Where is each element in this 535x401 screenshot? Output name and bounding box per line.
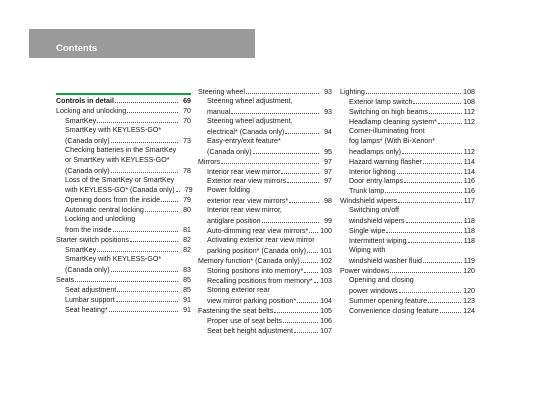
toc-entry-text: Fastening the seat belts [198,306,274,315]
toc-entry-text: fog lamps* (With Bi-Xenon* [349,136,435,145]
dot-leader [398,196,462,203]
dot-leader [408,236,462,243]
toc-subentry[interactable] [56,255,191,265]
toc-page-number: 78 [183,166,191,175]
toc-page-number: 114 [463,157,475,166]
toc-subentry[interactable] [198,186,332,196]
toc-entry-text: SmartKey [65,246,97,255]
dot-leader [175,176,179,182]
toc-entry-text: Headlamp cleaning system* [349,117,437,126]
toc-subentry[interactable] [198,137,332,147]
toc-subentry[interactable] [198,206,332,216]
dot-leader [309,226,318,233]
toc-entry-text: Convenience closing feature [349,306,439,315]
dot-leader [117,285,178,292]
toc-subentry[interactable] [340,286,475,296]
dot-leader [285,127,319,134]
toc-page-number: 81 [183,226,191,235]
toc-entry-text: Power windows [340,266,390,275]
toc-column-2 [198,87,332,335]
toc-subentry[interactable] [198,286,332,296]
dot-leader [423,256,462,263]
toc-subentry[interactable] [56,205,191,215]
dot-leader [97,116,178,123]
toc-entry-text: Intermittent wiping [349,237,407,246]
toc-page-number: 120 [463,286,475,295]
toc-page-number: 118 [463,217,475,226]
toc-entry-text: Opening doors from the inside [65,196,161,205]
toc-subentry[interactable] [340,256,475,266]
toc-page-number: 83 [183,265,191,274]
toc-subentry[interactable] [198,147,332,157]
dot-leader [162,126,178,132]
toc-subentry[interactable] [56,225,191,235]
toc-entry-text: headlamps only) [349,147,402,156]
toc-entry-text: Memory function* (Canada only) [198,256,300,265]
toc-page-number: 112 [463,117,475,126]
toc-section-entry[interactable] [56,275,191,285]
toc-subentry[interactable] [198,127,332,137]
toc-page-number: 108 [463,88,475,96]
dot-leader [271,286,319,292]
dot-leader [304,266,318,273]
toc-entry-text: Exterior lamp switch [349,97,413,106]
toc-entry-text: view mirror parking position* [207,296,297,305]
toc-section-entry[interactable] [340,196,475,206]
dot-leader [400,206,462,212]
toc-page-number: 99 [324,217,332,226]
toc-entry-text: Windshield wipers [340,197,398,206]
toc-entry-text: Locking and unlocking [65,215,136,224]
toc-entry-text: from the inside [65,226,112,235]
toc-page-number: 112 [463,147,475,156]
toc-entry-text: Storing exterior rear [207,285,270,294]
toc-subentry[interactable] [340,306,475,316]
toc-subentry[interactable] [56,176,191,186]
toc-subentry[interactable] [56,166,191,176]
dot-leader [301,256,318,263]
toc-section-entry[interactable] [198,87,332,97]
toc-page-number: 119 [463,256,475,265]
toc-page-number: 108 [463,97,475,106]
dot-leader [231,107,319,114]
dot-leader [423,157,462,164]
toc-subentry[interactable] [340,186,475,196]
page-title: Contents [56,43,98,54]
toc-page-number: 116 [463,187,475,196]
dot-leader [221,157,319,164]
section-rule [56,93,191,95]
toc-subentry[interactable] [198,226,332,236]
dot-leader [177,146,181,152]
toc-entry-text: Easy-entry/exit feature* [207,136,281,145]
toc-column-3 [340,87,475,316]
toc-subentry[interactable] [340,157,475,167]
dot-leader [111,136,178,143]
dot-leader [111,166,178,173]
toc-entry-text: Power folding [207,186,250,195]
dot-leader [429,107,462,114]
toc-entry-text: windshield washer fluid [349,256,422,265]
toc-entry-text: Seats [56,275,75,284]
toc-page-number: 101 [320,247,332,255]
dot-leader [246,87,319,94]
toc-subentry[interactable] [340,137,475,147]
toc-entry-text: Mirrors [198,157,221,166]
toc-page-number: 95 [324,147,332,156]
toc-subentry[interactable] [198,176,332,186]
toc-subentry[interactable] [198,196,332,206]
toc-entry-text: (Canada only) [65,136,110,145]
toc-entry-text: Storing positions into memory* [207,266,304,275]
toc-entry-text: Trunk lamp [349,187,385,196]
dot-leader [75,275,178,282]
toc-subentry[interactable] [198,167,332,177]
dot-leader [274,306,318,313]
toc-page-number: 106 [320,316,332,325]
toc-page-number: 85 [183,285,191,294]
toc-entry-text: Single wipe [349,227,386,236]
toc-subentry[interactable] [198,216,332,226]
dot-leader [426,127,462,133]
dot-leader [162,255,178,261]
toc-page-number: 85 [183,275,191,284]
toc-subentry[interactable] [56,116,191,126]
dot-leader [390,266,461,273]
toc-page-number: 82 [183,236,191,245]
dot-leader [283,206,319,212]
toc-subentry[interactable] [340,127,475,137]
toc-subentry[interactable] [56,146,191,156]
dot-leader [145,205,178,212]
toc-page-number: 118 [463,227,475,236]
toc-subentry[interactable] [340,147,475,157]
dot-leader [307,246,318,253]
dot-leader [440,306,462,313]
toc-page-number: 123 [463,296,475,305]
toc-entry-text: Seat heating* [65,305,108,314]
toc-page-number: 116 [463,177,475,186]
toc-subentry[interactable] [340,117,475,127]
toc-section-entry[interactable] [340,87,475,97]
toc-entry-text: Controls in detail [56,97,114,105]
toc-entry-text: Switching on high beams [349,107,428,116]
toc-entry-text: Recalling positions from memory* [207,276,313,285]
dot-leader [130,235,178,242]
toc-subentry[interactable] [340,276,475,286]
toc-page-number: 124 [463,306,475,315]
contents-header-bar [29,29,255,58]
toc-subentry[interactable] [340,226,475,236]
toc-subentry[interactable] [56,136,191,146]
toc-subentry[interactable] [56,265,191,275]
toc-subentry[interactable] [198,246,332,256]
toc-page-number: 103 [320,266,332,275]
toc-page-number: 73 [183,136,191,145]
toc-entry-text: Switching on/off [349,206,399,215]
toc-section-entry[interactable] [340,266,475,276]
toc-entry-text: (Canada only) [207,147,252,156]
toc-entry-text: Hazard warning flasher [349,157,422,166]
dot-leader [406,216,462,223]
toc-entry-text: Exterior rear view mirrors [207,177,287,186]
toc-subentry[interactable] [340,246,475,256]
dot-leader [111,265,178,272]
toc-page-number: 93 [324,88,332,96]
toc-page-number: 107 [320,326,332,335]
toc-entry-text: Checking batteries in the SmartKey [65,145,177,154]
toc-subentry[interactable] [198,276,332,286]
toc-entry-text: Interior rear view mirror, [207,206,282,215]
dot-leader [436,137,462,143]
toc-entry-text: parking position* (Canada only) [207,247,306,255]
toc-subentry[interactable] [198,296,332,306]
toc-page-number: 103 [320,276,332,285]
toc-page-number: 117 [463,197,475,206]
toc-entry-text: SmartKey with KEYLESS-GO* [65,255,162,263]
toc-subentry[interactable] [56,126,191,136]
toc-page-number: 112 [463,107,475,116]
toc-subentry[interactable] [340,167,475,177]
toc-entry-text: Lumbar support [65,295,115,304]
toc-entry-text: manual [207,107,231,116]
toc-page-number: 94 [324,127,332,136]
toc-entry-text: (Canada only) [65,265,110,274]
toc-entry-text: Door entry lamps [349,177,404,186]
dot-leader [397,167,462,174]
toc-entry-text: SmartKey [65,116,97,125]
toc-entry-text: with KEYLESS-GO* (Canada only) [65,186,175,195]
toc-entry-text: Automatic central locking [65,206,144,215]
toc-subentry[interactable] [340,107,475,117]
toc-entry-text: Locking and unlocking [56,106,127,115]
toc-page-number: 100 [320,227,332,236]
dot-leader [253,147,319,154]
toc-entry-text: Steering wheel adjustment, [207,96,293,105]
toc-subentry[interactable] [340,236,475,246]
dot-leader [282,137,319,143]
toc-subentry[interactable] [340,206,475,216]
toc-page-number: 120 [463,266,475,275]
toc-page-number: 105 [320,306,332,315]
dot-leader [161,195,178,202]
toc-page-number: 80 [183,206,191,215]
dot-leader [116,295,178,302]
dot-leader [283,316,318,323]
toc-entry-text: (Canada only) [65,166,110,175]
toc-subentry[interactable] [198,266,332,276]
dot-leader [366,87,461,94]
toc-entry-text: Steering wheel [198,88,245,96]
toc-entry-text: exterior rear view mirrors* [207,197,289,206]
toc-entry-text: Corner-illuminating front [349,126,425,135]
toc-entry-text: Wiping with [349,246,386,254]
toc-page-number: 79 [183,196,191,205]
toc-subentry[interactable] [56,245,191,255]
toc-subentry[interactable] [56,295,191,305]
dot-leader [97,245,178,252]
dot-leader [127,106,178,113]
toc-section-entry[interactable] [198,306,332,316]
toc-entry-text: Proper use of seat belts [207,316,282,325]
toc-page-number: 79 [184,186,193,195]
dot-leader [399,286,462,293]
dot-leader [251,186,319,192]
dot-leader [294,97,319,103]
toc-page-number: 70 [183,116,191,125]
toc-entry-text: Interior lighting [349,167,396,176]
toc-subentry[interactable] [198,326,332,336]
toc-entry-text: antiglare position [207,217,261,226]
toc-entry-text: Summer opening feature [349,296,428,305]
toc-subentry[interactable] [198,117,332,127]
toc-entry-text: Auto-dimming rear view mirrors* [207,227,309,236]
toc-page-number: 70 [183,106,191,115]
toc-entry-text: Steering wheel adjustment, [207,116,293,125]
dot-leader [289,196,319,203]
toc-subentry[interactable] [340,176,475,186]
toc-entry-text: Activating exterior rear view mirror [207,236,315,245]
toc-subentry[interactable] [340,97,475,107]
toc-entry-text: Seat adjustment [65,285,117,294]
toc-subentry[interactable] [198,107,332,117]
toc-page-number: 97 [324,157,332,166]
toc-page-number: 104 [320,296,332,305]
toc-page-number: 97 [324,167,332,176]
toc-column-1 [56,96,191,315]
toc-subentry[interactable] [56,156,191,166]
dot-leader [297,296,318,303]
toc-page-number: 91 [183,295,191,304]
toc-entry-text: Lighting [340,88,365,96]
dot-leader [136,215,178,221]
toc-page-number: 98 [324,197,332,206]
toc-subentry[interactable] [56,185,191,195]
toc-section-entry[interactable] [198,256,332,266]
toc-subentry[interactable] [56,285,191,295]
toc-page-number: 118 [463,237,475,246]
dot-leader [316,236,320,242]
toc-entry-text: Interior rear view mirror [207,167,281,176]
dot-leader [404,176,462,183]
dot-leader [386,246,462,252]
toc-page-number: 69 [183,97,191,105]
toc-subentry[interactable] [340,216,475,226]
toc-page-number: 102 [320,256,332,265]
toc-subentry[interactable] [56,305,191,315]
dot-leader [438,117,462,124]
dot-leader [262,216,319,223]
toc-page-number: 93 [324,107,332,116]
dot-leader [413,97,461,104]
toc-section-entry[interactable] [198,157,332,167]
toc-subentry[interactable] [198,316,332,326]
toc-entry-text: Loss of the SmartKey or SmartKey [65,175,175,184]
toc-entry-text: Seat belt height adjustment [207,326,293,335]
dot-leader [176,185,180,192]
toc-subentry[interactable] [198,97,332,107]
toc-page-number: 97 [324,177,332,186]
dot-leader [402,147,462,154]
toc-section-entry[interactable] [56,96,191,106]
dot-leader [385,186,461,193]
dot-leader [109,305,178,312]
dot-leader [415,276,462,282]
toc-page-number: 82 [183,246,191,255]
toc-subentry[interactable] [340,296,475,306]
dot-leader [281,167,319,174]
toc-entry-text: or SmartKey with KEYLESS-GO* [65,155,170,164]
toc-entry-text: electrical* (Canada only) [207,127,285,136]
dot-leader [287,176,319,183]
dot-leader [294,117,319,123]
toc-subentry[interactable] [56,215,191,225]
toc-subentry[interactable] [198,236,332,246]
toc-page-number: 91 [183,305,191,314]
dot-leader [428,296,461,303]
toc-entry-text: Starter switch positions [56,236,129,245]
toc-entry-text: Opening and closing [349,275,414,284]
toc-entry-text: windshield wipers [349,217,405,226]
dot-leader [294,326,318,333]
toc-entry-text: SmartKey with KEYLESS-GO* [65,125,162,134]
dot-leader [115,96,178,103]
dot-leader [170,156,178,162]
toc-subentry[interactable] [56,195,191,205]
toc-section-entry[interactable] [56,235,191,245]
toc-page-number: 114 [463,167,475,176]
toc-entry-text: power windows [349,286,398,295]
dot-leader [386,226,461,233]
dot-leader [113,225,178,232]
toc-section-entry[interactable] [56,106,191,116]
dot-leader [314,276,319,283]
